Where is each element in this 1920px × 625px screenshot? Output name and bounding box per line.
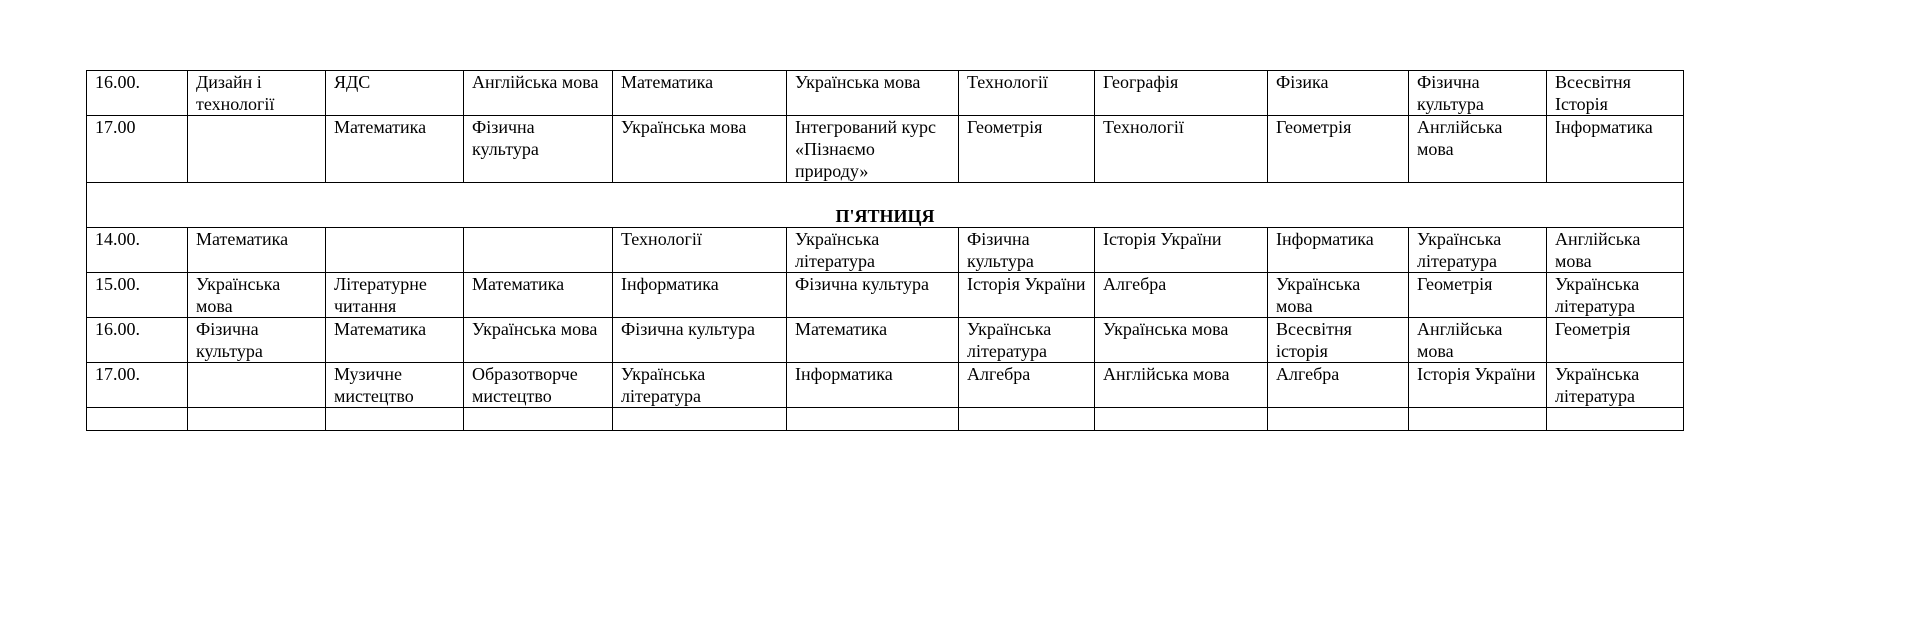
lesson-cell: Українська література bbox=[959, 318, 1095, 363]
lesson-cell: Музичне мистецтво bbox=[326, 363, 464, 408]
lesson-cell: Українська література bbox=[1547, 273, 1684, 318]
lesson-cell: Всесвітня історія bbox=[1268, 318, 1409, 363]
schedule-sheet bbox=[86, 70, 1684, 431]
lesson-cell bbox=[1095, 408, 1268, 431]
lesson-cell: Українська мова bbox=[188, 273, 326, 318]
lesson-cell: Фізична культура bbox=[959, 228, 1095, 273]
table-row bbox=[87, 116, 1684, 183]
lesson-cell: Фізична культура bbox=[464, 116, 613, 183]
day-title: П'ЯТНИЦЯ bbox=[87, 183, 1684, 228]
lesson-cell: Геометрія bbox=[1547, 318, 1684, 363]
time-cell: 14.00. bbox=[87, 228, 188, 273]
lesson-cell: Англійська мова bbox=[1095, 363, 1268, 408]
lesson-cell bbox=[188, 363, 326, 408]
lesson-cell: Математика bbox=[787, 318, 959, 363]
lesson-cell bbox=[464, 228, 613, 273]
lesson-cell: Українська література bbox=[787, 228, 959, 273]
lesson-cell: Українська література bbox=[1409, 228, 1547, 273]
lesson-cell: Фізична культура bbox=[613, 318, 787, 363]
table-row bbox=[87, 273, 1684, 318]
time-cell: 16.00. bbox=[87, 71, 188, 116]
lesson-cell: Історія України bbox=[959, 273, 1095, 318]
time-cell: 16.00. bbox=[87, 318, 188, 363]
lesson-cell bbox=[326, 228, 464, 273]
lesson-cell bbox=[188, 116, 326, 183]
lesson-cell: Математика bbox=[188, 228, 326, 273]
lesson-cell bbox=[326, 408, 464, 431]
table-row bbox=[87, 228, 1684, 273]
lesson-cell: Історія України bbox=[1095, 228, 1268, 273]
lesson-cell: Географія bbox=[1095, 71, 1268, 116]
lesson-cell: Математика bbox=[326, 318, 464, 363]
time-cell: 17.00 bbox=[87, 116, 188, 183]
lesson-cell: Алгебра bbox=[1268, 363, 1409, 408]
lesson-cell: Літературне читання bbox=[326, 273, 464, 318]
lesson-cell: Англійська мова bbox=[1409, 116, 1547, 183]
lesson-cell: Дизайн і технології bbox=[188, 71, 326, 116]
lesson-cell bbox=[787, 408, 959, 431]
time-cell: 15.00. bbox=[87, 273, 188, 318]
lesson-cell: Українська мова bbox=[1095, 318, 1268, 363]
lesson-cell bbox=[1409, 408, 1547, 431]
lesson-cell: Англійська мова bbox=[1409, 318, 1547, 363]
lesson-cell: Українська література bbox=[1547, 363, 1684, 408]
lesson-cell: Фізична культура bbox=[787, 273, 959, 318]
lesson-cell bbox=[959, 408, 1095, 431]
lesson-cell: Українська література bbox=[613, 363, 787, 408]
lesson-cell bbox=[464, 408, 613, 431]
table-row bbox=[87, 408, 1684, 431]
lesson-cell: Інформатика bbox=[613, 273, 787, 318]
time-cell: 17.00. bbox=[87, 363, 188, 408]
lesson-cell: Інтегрований курс «Пізнаємо природу» bbox=[787, 116, 959, 183]
lesson-cell: Українська мова bbox=[464, 318, 613, 363]
lesson-cell: ЯДС bbox=[326, 71, 464, 116]
lesson-cell bbox=[613, 408, 787, 431]
lesson-cell: Образотворче мистецтво bbox=[464, 363, 613, 408]
lesson-cell: Технології bbox=[959, 71, 1095, 116]
lesson-cell: Геометрія bbox=[1409, 273, 1547, 318]
lesson-cell: Алгебра bbox=[1095, 273, 1268, 318]
lesson-cell: Технології bbox=[1095, 116, 1268, 183]
lesson-cell: Всесвітня Історія bbox=[1547, 71, 1684, 116]
lesson-cell: Інформатика bbox=[1268, 228, 1409, 273]
lesson-cell: Математика bbox=[464, 273, 613, 318]
lesson-cell: Математика bbox=[326, 116, 464, 183]
lesson-cell: Інформатика bbox=[787, 363, 959, 408]
lesson-cell: Англійська мова bbox=[464, 71, 613, 116]
table-row bbox=[87, 318, 1684, 363]
time-cell bbox=[87, 408, 188, 431]
table-row bbox=[87, 71, 1684, 116]
schedule-table bbox=[86, 70, 1684, 431]
lesson-cell: Англійська мова bbox=[1547, 228, 1684, 273]
lesson-cell: Фізична культура bbox=[188, 318, 326, 363]
lesson-cell bbox=[188, 408, 326, 431]
table-row bbox=[87, 363, 1684, 408]
lesson-cell: Українська мова bbox=[787, 71, 959, 116]
lesson-cell: Фізика bbox=[1268, 71, 1409, 116]
lesson-cell: Математика bbox=[613, 71, 787, 116]
lesson-cell: Інформатика bbox=[1547, 116, 1684, 183]
lesson-cell: Геометрія bbox=[1268, 116, 1409, 183]
lesson-cell: Українська мова bbox=[613, 116, 787, 183]
lesson-cell: Українська мова bbox=[1268, 273, 1409, 318]
lesson-cell: Історія України bbox=[1409, 363, 1547, 408]
lesson-cell: Фізична культура bbox=[1409, 71, 1547, 116]
lesson-cell: Алгебра bbox=[959, 363, 1095, 408]
day-header-row bbox=[87, 183, 1684, 228]
lesson-cell: Технології bbox=[613, 228, 787, 273]
lesson-cell bbox=[1547, 408, 1684, 431]
lesson-cell: Геометрія bbox=[959, 116, 1095, 183]
lesson-cell bbox=[1268, 408, 1409, 431]
